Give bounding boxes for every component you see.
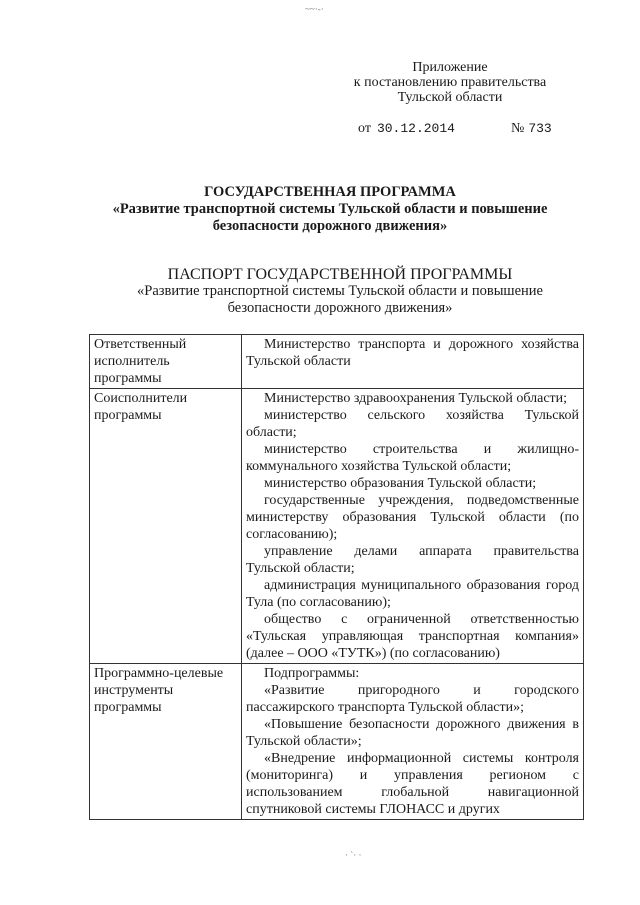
passport-subtitle-line: безопасности дорожного движения»	[227, 300, 453, 316]
content-item: «Развитие пригородного и городского пассажирского транспорта Тульской области»;	[246, 683, 579, 715]
content-item: «Повышение безопасности дорожного движения в Тульской области»;	[246, 717, 579, 749]
content-item: министерство строительства и жилищно-коммунального хозяйства Тульской области;	[246, 442, 579, 474]
row-content	[242, 664, 584, 820]
program-title-line: «Развитие транспортной системы Тульской области и повышение	[112, 201, 548, 217]
content-item: «Внедрение информационной системы контроля (мониторинга) и управления регионом с использованием глобальной навигационной спутниковой системы ГЛОНАСС и других	[246, 751, 579, 817]
content-item: Министерство транспорта и дорожного хозяйства Тульской области	[246, 337, 579, 369]
row-label: Ответственный исполнитель программы	[90, 335, 242, 389]
table-row	[90, 335, 584, 389]
content-item: Министерство здравоохранения Тульской области;	[264, 391, 568, 406]
row-content	[242, 389, 584, 664]
content-item: управление делами аппарата правительства Тульской области;	[246, 544, 579, 576]
passport-heading-block	[60, 266, 620, 317]
row-content	[242, 335, 584, 389]
appendix-block	[300, 60, 600, 105]
content-item: министерство сельского хозяйства Тульской области;	[246, 408, 579, 440]
decree-line	[358, 121, 552, 137]
passport-table	[89, 334, 584, 820]
table-row	[90, 389, 584, 664]
number-prefix: №	[510, 121, 525, 136]
content-item: общество с ограниченной ответственностью «Тульская управляющая транспортная компания» (далее – ООО «ТУТК») (по согласованию)	[246, 612, 579, 661]
program-title	[60, 184, 600, 235]
appendix-line: Приложение	[412, 60, 488, 75]
content-item: министерство образования Тульской области;	[264, 476, 537, 491]
content-item: администрация муниципального образования город Тула (по согласованию);	[246, 578, 579, 610]
decree-date: 30.12.2014	[376, 121, 455, 136]
passport-subtitle-line: «Развитие транспортной системы Тульской области и повышение	[137, 283, 543, 299]
appendix-line: к постановлению правительства	[353, 75, 547, 90]
row-label: Программно-целевые инструменты программы	[90, 664, 242, 820]
program-title-line: безопасности дорожного движения»	[212, 218, 448, 234]
content-item: государственные учреждения, подведомственные министерству образования Тульской области (по согласованию);	[246, 493, 579, 542]
row-label: Соисполнители программы	[90, 389, 242, 664]
table-row	[90, 664, 584, 820]
program-title-line: ГОСУДАРСТВЕННАЯ ПРОГРАММА	[204, 184, 456, 200]
decree-number: 733	[528, 121, 552, 136]
date-prefix: от	[358, 121, 371, 136]
scan-mark-bottom: · ˋ· ·	[345, 850, 362, 860]
scan-mark-top: ~~·-·	[305, 4, 324, 14]
content-item: Подпрограммы:	[264, 666, 360, 681]
appendix-line: Тульской области	[397, 90, 503, 105]
passport-heading: ПАСПОРТ ГОСУДАРСТВЕННОЙ ПРОГРАММЫ	[167, 266, 513, 283]
